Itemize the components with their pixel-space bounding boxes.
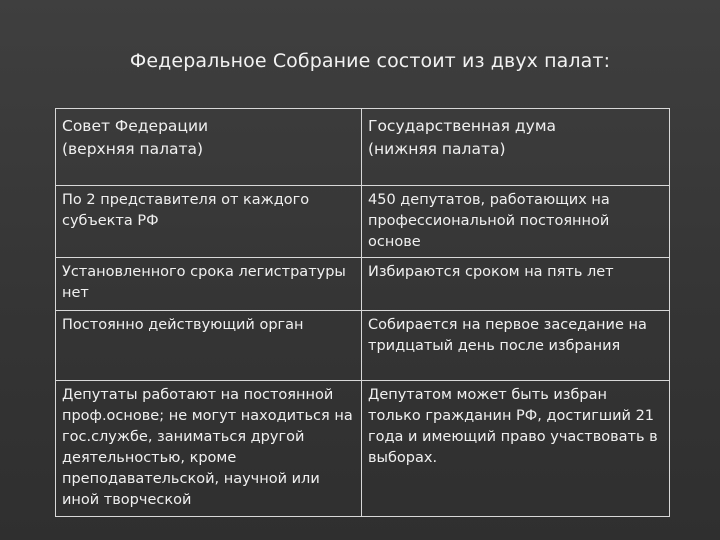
table-cell-right: Избираются сроком на пять лет — [362, 258, 670, 311]
table-cell-right: Собирается на первое заседание на тридцатый день после избрания — [362, 311, 670, 381]
table-row — [56, 258, 670, 311]
table-cell-left: Установленного срока легистратуры нет — [56, 258, 362, 311]
table-row — [56, 381, 670, 517]
table-row — [56, 186, 670, 258]
table-cell-left: Постоянно действующий орган — [56, 311, 362, 381]
table-cell-right: 450 депутатов, работающих на профессиональной постоянной основе — [362, 186, 670, 258]
table-cell-left: Депутаты работают на постоянной проф.основе; не могут находиться на гос.службе, заниматься другой деятельностью, кроме преподавательской, научной или иной творческой — [56, 381, 362, 517]
header-federation-council: Совет Федерации (верхняя палата) — [56, 109, 362, 186]
chambers-comparison-table — [55, 108, 670, 517]
slide-title: Федеральное Собрание состоит из двух палат: — [129, 50, 611, 72]
header-state-duma: Государственная дума (нижняя палата) — [362, 109, 670, 186]
table-cell-right: Депутатом может быть избран только гражданин РФ, достигший 21 года и имеющий право участвовать в выборах. — [362, 381, 670, 517]
table-header-row — [56, 109, 670, 186]
table-row — [56, 311, 670, 381]
table-cell-left: По 2 представителя от каждого субъекта РФ — [56, 186, 362, 258]
